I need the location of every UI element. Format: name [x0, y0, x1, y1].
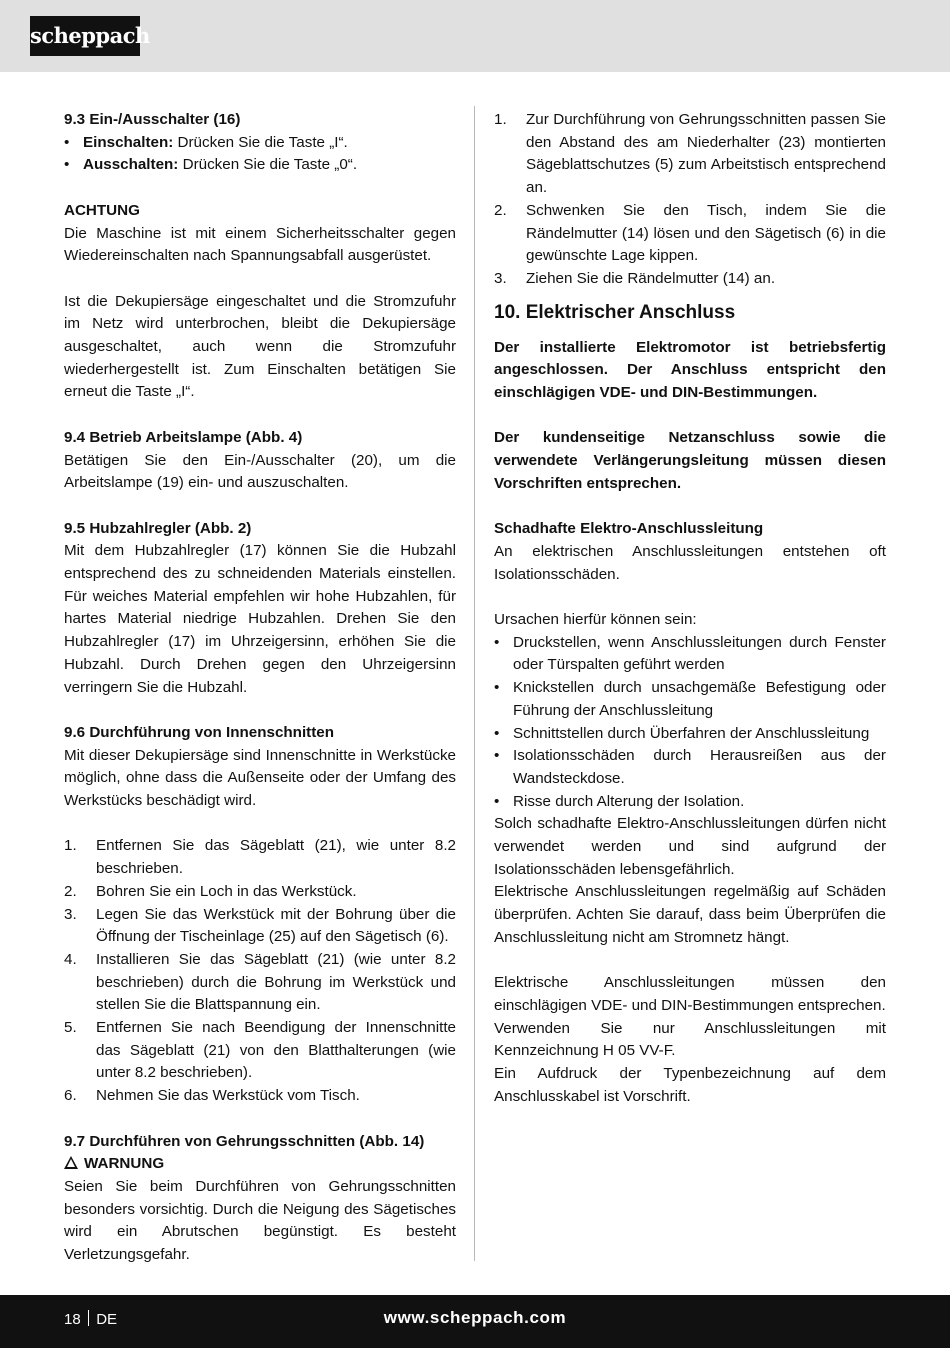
list-text: Zur Durchführung von Gehrungsschnitten passen Sie den Abstand des am Niederhalter (23) montierten Sägeblattschutzes (5) zum Arbeitstisch entsprechend an.: [526, 111, 886, 197]
list-number: 5.: [64, 1019, 77, 1037]
list-number: 2.: [64, 882, 77, 900]
section-10-title: 10. Elektrischer Anschluss: [494, 301, 736, 323]
bullet-ausschalten: [64, 154, 456, 177]
list-item: [494, 200, 886, 268]
list-number: 3.: [64, 905, 77, 923]
einschalten-text: Drücken Sie die Taste „I“.: [173, 133, 348, 151]
section-9-6-steps: [64, 835, 456, 1107]
list-item: [64, 1017, 456, 1085]
list-number: 3.: [494, 269, 507, 287]
list-text: Isolationsschäden durch Herausreißen aus der Wandsteckdose.: [513, 747, 886, 787]
list-item: [494, 723, 886, 746]
schadhafte-text: An elektrischen Anschlussleitungen entstehen oft Isolationsschäden.: [494, 542, 886, 583]
bullet-einschalten: [64, 132, 456, 155]
section-9-5-title: 9.5 Hubzahlregler (Abb. 2): [64, 519, 252, 537]
schadhafte-title: Schadhafte Elektro-Anschlussleitung: [494, 520, 764, 538]
stromzufuhr-paragraph: Ist die Dekupiersäge eingeschaltet und die Stromzufuhr im Netz wird unterbrochen, bleibt die Dekupiersäge ausgeschaltet, auch wenn die Stromzufuhr wiederhergestellt ist. Zum Einschalten betätigen Sie erneut die Taste „I“.: [64, 292, 456, 401]
page-number: 18: [64, 1311, 81, 1328]
section-9-5-text: Mit dem Hubzahlregler (17) können Sie die Hubzahl entsprechend des zu schneidenden Materials einstellen. Für weiches Material empfehlen wir hohe Hubzahlen, für hartes Material niedrige Hubzahlen. Drehen Sie den Hubzahlregler (17) im Uhrzeigersinn, erhöhen Sie die Hubzahl. Durch Drehen gegen den Uhrzeigersinn verringern Sie die Hubzahl.: [64, 542, 456, 696]
bullet-dot: •: [494, 724, 500, 742]
list-item: [64, 949, 456, 1017]
bullet-dot: •: [494, 633, 500, 651]
list-item: [494, 632, 886, 677]
list-text: Schnittstellen durch Überfahren der Anschlussleitung: [513, 724, 870, 742]
list-item: [494, 109, 886, 200]
warnung-title: WARNUNG: [84, 1155, 165, 1173]
warnung-heading: [64, 1153, 456, 1176]
list-item: [64, 881, 456, 904]
h05-paragraph: Verwenden Sie nur Anschlussleitungen mit Kennzeichnung H 05 VV-F.: [494, 1019, 886, 1060]
list-number: 6.: [64, 1087, 77, 1105]
website-url: www.scheppach.com: [383, 1308, 567, 1327]
ausschalten-text: Drücken Sie die Taste „0“.: [178, 156, 358, 174]
bullet-dot: •: [494, 747, 500, 765]
einschalten-label: Einschalten:: [83, 133, 174, 151]
list-text: Entfernen Sie nach Beendigung der Innenschnitte das Sägeblatt (21) von den Blatthalterungen (wie unter 8.2 beschrieben).: [96, 1019, 456, 1082]
section-9-7-steps: [494, 109, 886, 291]
list-item: [64, 1085, 456, 1108]
ursachen-list: [494, 632, 886, 814]
list-text: Schwenken Sie den Tisch, indem Sie die Rändelmutter (14) lösen und den Sägetisch (6) in die gewünschte Lage kippen.: [526, 201, 886, 265]
list-number: 1.: [494, 111, 507, 128]
achtung-text: Die Maschine ist mit einem Sicherheitsschalter gegen Wiedereinschalten nach Spannungsabfall ausgerüstet.: [64, 224, 456, 265]
list-text: Ziehen Sie die Rändelmutter (14) an.: [526, 269, 776, 287]
bullet-dot: •: [494, 679, 500, 697]
section-10-bold-2: Der kundenseitige Netzanschluss sowie die verwendete Verlängerungsleitung müssen diesen Vorschriften entsprechen.: [494, 429, 886, 492]
bullet-dot: •: [64, 156, 70, 174]
list-text: Legen Sie das Werkstück mit der Bohrung über die Öffnung der Tischeinlage (25) auf den Sägetisch (6).: [96, 905, 456, 946]
bullet-dot: •: [494, 792, 500, 810]
list-number: 1.: [64, 837, 77, 855]
section-9-7-title: 9.7 Durchführen von Gehrungsschnitten (Abb. 14): [64, 1132, 425, 1150]
aufdruck-paragraph: Ein Aufdruck der Typenbezeichnung auf dem Anschlusskabel ist Vorschrift.: [494, 1065, 886, 1105]
ausschalten-label: Ausschalten:: [83, 156, 179, 174]
list-item: [64, 835, 456, 880]
list-text: Knickstellen durch unsachgemäße Befestigung oder Führung der Anschlussleitung: [513, 679, 886, 719]
list-text: Druckstellen, wenn Anschlussleitungen durch Fenster oder Türspalten geführt werden: [513, 633, 886, 674]
list-number: 4.: [64, 950, 77, 968]
list-item: [64, 904, 456, 949]
list-text: Bohren Sie ein Loch in das Werkstück.: [96, 882, 357, 900]
page-footer: [0, 1295, 950, 1348]
list-text: Entfernen Sie das Sägeblatt (21), wie unter 8.2 beschrieben.: [96, 837, 456, 878]
vde-paragraph: Elektrische Anschlussleitungen müssen den einschlägigen VDE- und DIN-Bestimmungen entsprechen.: [494, 974, 886, 1014]
list-text: Risse durch Alterung der Isolation.: [513, 792, 745, 810]
section-9-3-title: 9.3 Ein-/Ausschalter (16): [64, 111, 241, 128]
solch-paragraph: Solch schadhafte Elektro-Anschlussleitungen dürfen nicht verwendet werden und sind aufgrund der Isolationsschäden lebensgefährlich.: [494, 815, 886, 878]
right-column: [494, 109, 886, 1108]
list-number: 2.: [494, 201, 507, 219]
warning-triangle-icon: [64, 1156, 78, 1169]
section-9-6-title: 9.6 Durchführung von Innenschnitten: [64, 723, 335, 741]
list-item: [494, 745, 886, 790]
page-header: [0, 0, 950, 72]
list-item: [494, 268, 886, 291]
list-text: Nehmen Sie das Werkstück vom Tisch.: [96, 1087, 360, 1105]
language-code: DE: [96, 1311, 118, 1328]
bullet-dot: •: [64, 133, 70, 151]
scheppach-logo: scheppach: [30, 16, 140, 56]
ursachen-intro: Ursachen hierfür können sein:: [494, 611, 697, 629]
list-item: [494, 791, 886, 814]
regelmaessig-paragraph: Elektrische Anschlussleitungen regelmäßig auf Schäden überprüfen. Achten Sie darauf, dass beim Überprüfen die Anschlussleitung nicht am Stromnetz hängt.: [494, 883, 886, 946]
section-9-4-title: 9.4 Betrieb Arbeitslampe (Abb. 4): [64, 428, 303, 446]
column-divider: [474, 106, 475, 1261]
warnung-text: Seien Sie beim Durchführen von Gehrungsschnitten besonders vorsichtig. Durch die Neigung des Sägetisches wird ein Abrutschen begünstigt. Es besteht Verletzungsgefahr.: [64, 1177, 456, 1264]
section-9-4-text: Betätigen Sie den Ein-/Ausschalter (20), um die Arbeitslampe (19) ein- und auszuschalten.: [64, 451, 456, 492]
achtung-title: ACHTUNG: [64, 201, 140, 219]
list-text: Installieren Sie das Sägeblatt (21) (wie unter 8.2 beschrieben) durch die Bohrung im Werkstück und stellen Sie die Blattspannung ein.: [96, 950, 456, 1014]
section-9-6-text: Mit dieser Dekupiersäge sind Innenschnitte in Werkstücke möglich, ohne dass die Außenseite oder der Umfang des Werkstücks beschädigt wird.: [64, 746, 456, 810]
list-item: [494, 677, 886, 722]
section-10-bold-1: Der installierte Elektromotor ist betriebsfertig angeschlossen. Der Anschluss entspricht den einschlägigen VDE- und DIN-Bestimmungen.: [494, 338, 886, 402]
left-column: [64, 109, 456, 1267]
